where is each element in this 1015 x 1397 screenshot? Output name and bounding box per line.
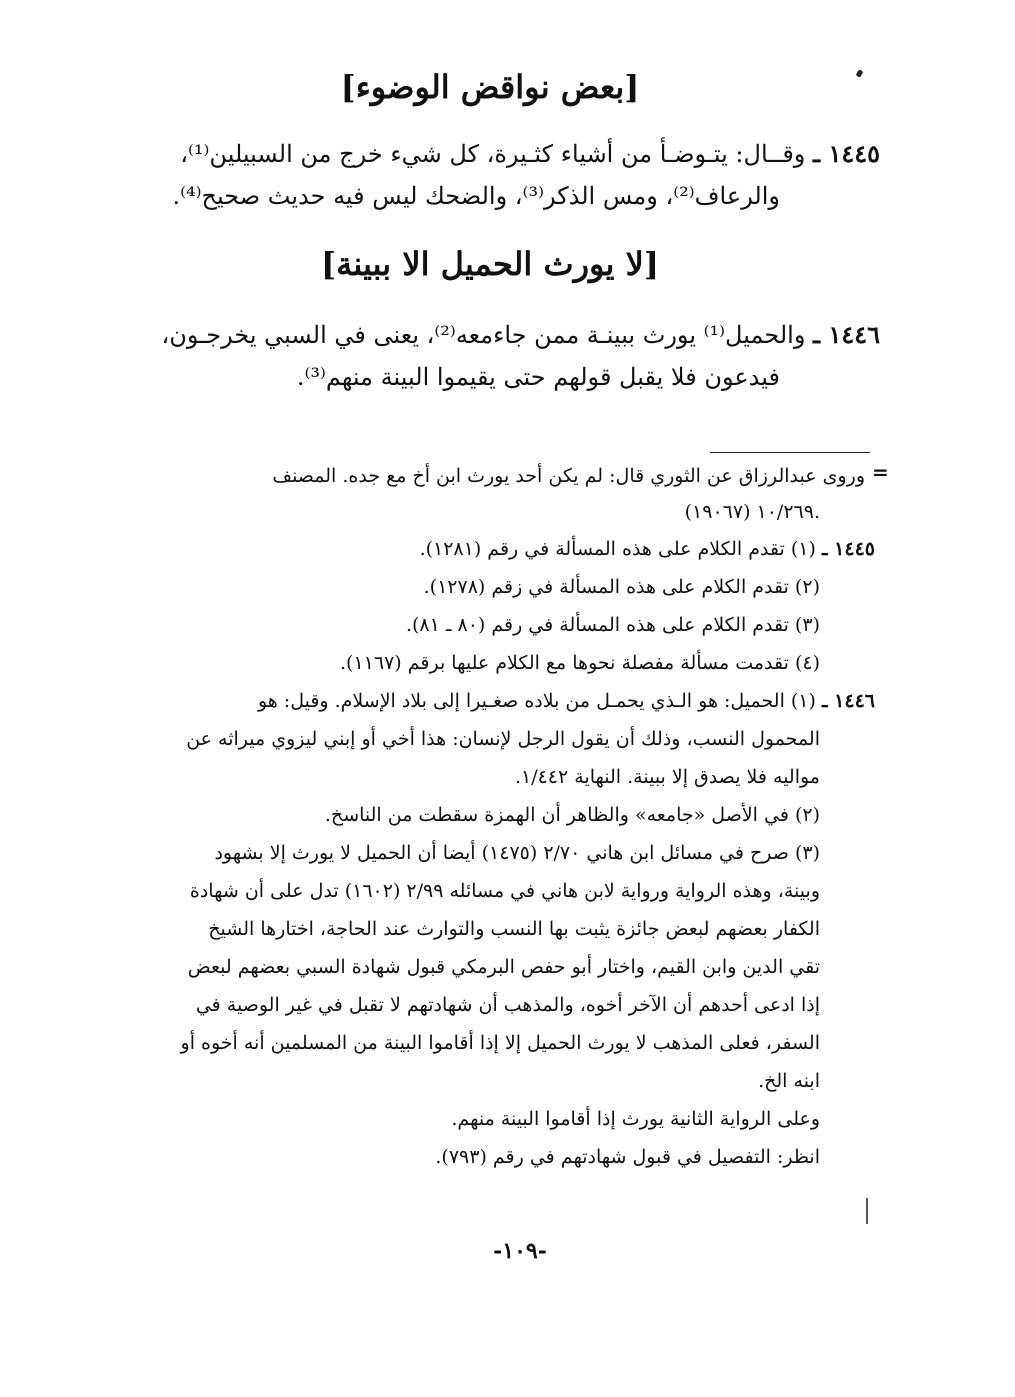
footnote-1446-3-line-5: إذا ادعى أحدهم أن الآخر أخوه، والمذهب أن شهادتهم لا تقبل في غير الوصية في: [195, 994, 820, 1016]
entry-1446-line-1: [160, 314, 880, 356]
footnote-1446-1-line-1: [150, 683, 875, 719]
footnote-group-1446-number: ١٤٤٦ ـ: [821, 690, 875, 712]
page-number: -١٠٩-: [493, 1238, 547, 1264]
entry-1445-line-2: والرعاف⁽²⁾، ومس الذكر⁽³⁾، والضحك ليس فيه حديث صحيح⁽⁴⁾.: [172, 182, 780, 210]
footnote-1445-4: (٤) تقدمت مسألة مفصلة نحوها مع الكلام عليها برقم (١١٦٧).: [340, 652, 820, 674]
footnote-continuation-line-2: ١٠/٢٦٩ (١٩٠٦٧).: [684, 501, 820, 523]
footnote-group-1445-number: ١٤٤٥ ـ: [821, 538, 875, 560]
footnote-1446-3-line-8: وعلى الرواية الثانية يورث إذا أقاموا البينة منهم.: [451, 1108, 820, 1130]
footnote-1445-3: (٣) تقدم الكلام على هذه المسألة في رقم (٨٠ ـ ٨١).: [405, 614, 820, 636]
footnote-1446-3-line-1: (٣) صرح في مسائل ابن هاني ٢/٧٠ (١٤٧٥) أيضا أن الحميل لا يورث إلا بشهود: [214, 842, 820, 864]
footnote-1446-3-line-2: وبينة، وهذه الرواية ورواية لابن هاني في مسائله ٢/٩٩ (١٦٠٢) تدل على أن شهادة: [189, 880, 820, 902]
footnote-1446-1-line-3: مواليه فلا يصدق إلا ببينة. النهاية ١/٤٤٢.: [514, 766, 820, 788]
footnote-1445-1-text: (١) تقدم الكلام على هذه المسألة في رقم (١٢٨١).: [419, 538, 816, 560]
scan-mark: [866, 1198, 868, 1224]
footnote-1446-1-text: (١) الحميل: هو الـذي يحمـل من بلاده صغـيرا إلى بلاد الإسلام. وقيل: هو: [257, 690, 816, 712]
entry-1446-text-1: والحميل⁽¹⁾ يورث ببينـة ممن جاءمعه⁽²⁾، يعنى في السبي يخرجـون،: [161, 321, 806, 349]
entry-1445-number: ١٤٤٥ ـ: [813, 139, 880, 168]
footnote-continuation-line-1: وروى عبدالرزاق عن الثوري قال: لم يكن أحد يورث ابن أخ مع جده. المصنف: [272, 465, 865, 487]
footnote-separator: [710, 452, 870, 453]
section-heading-2: [لا يورث الحميل الا ببينة]: [321, 245, 659, 283]
footnote-1446-3-line-6: السفر، فعلى المذهب لا يورث الحميل إلا إذا أقاموا البينة من المسلمين أنه أخوه أو: [180, 1032, 820, 1054]
scan-speck: [856, 69, 864, 78]
footnote-1446-3-line-7: ابنه الخ.: [758, 1070, 820, 1092]
section-heading-1: [بعض نواقض الوضوء]: [340, 68, 640, 106]
entry-1446-line-2: فيدعون فلا يقبل قولهم حتى يقيموا البينة منهم⁽³⁾.: [296, 363, 780, 391]
footnote-1446-3-line-9: انظر: التفصيل في قبول شهادتهم في رقم (٧٩٣).: [435, 1146, 820, 1168]
footnote-1445-2: (٢) تقدم الكلام على هذه المسألة في زقم (١٢٧٨).: [423, 576, 820, 598]
footnote-1445-1: [150, 531, 875, 567]
footnote-1446-3-line-4: تقي الدين وابن القيم، واختار أبو حفص البرمكي قبول شهادة السبي بعضهم لبعض: [187, 956, 820, 978]
footnote-1446-2: (٢) في الأصل «جامعه» والظاهر أن الهمزة سقطت من الناسخ.: [324, 804, 820, 826]
footnote-1446-3-line-3: الكفار بعضهم لبعض جائزة يثبت بها النسب والتوارث عند الحاجة، اختارها الشيخ: [208, 918, 820, 940]
entry-1445-text-1: وقــال: يتـوضـأ من أشياء كثـيرة، كل شيء خرج من السبيلين⁽¹⁾،: [180, 140, 806, 168]
footnote-1446-1-line-2: المحمول النسب، وذلك أن يقول الرجل لإنسان: هذا أخي أو إبني ليزوي ميراثه عن: [186, 728, 820, 750]
entry-1446-number: ١٤٤٦ ـ: [813, 320, 880, 349]
continuation-mark: =: [872, 460, 889, 484]
entry-1445-line-1: [160, 133, 880, 175]
